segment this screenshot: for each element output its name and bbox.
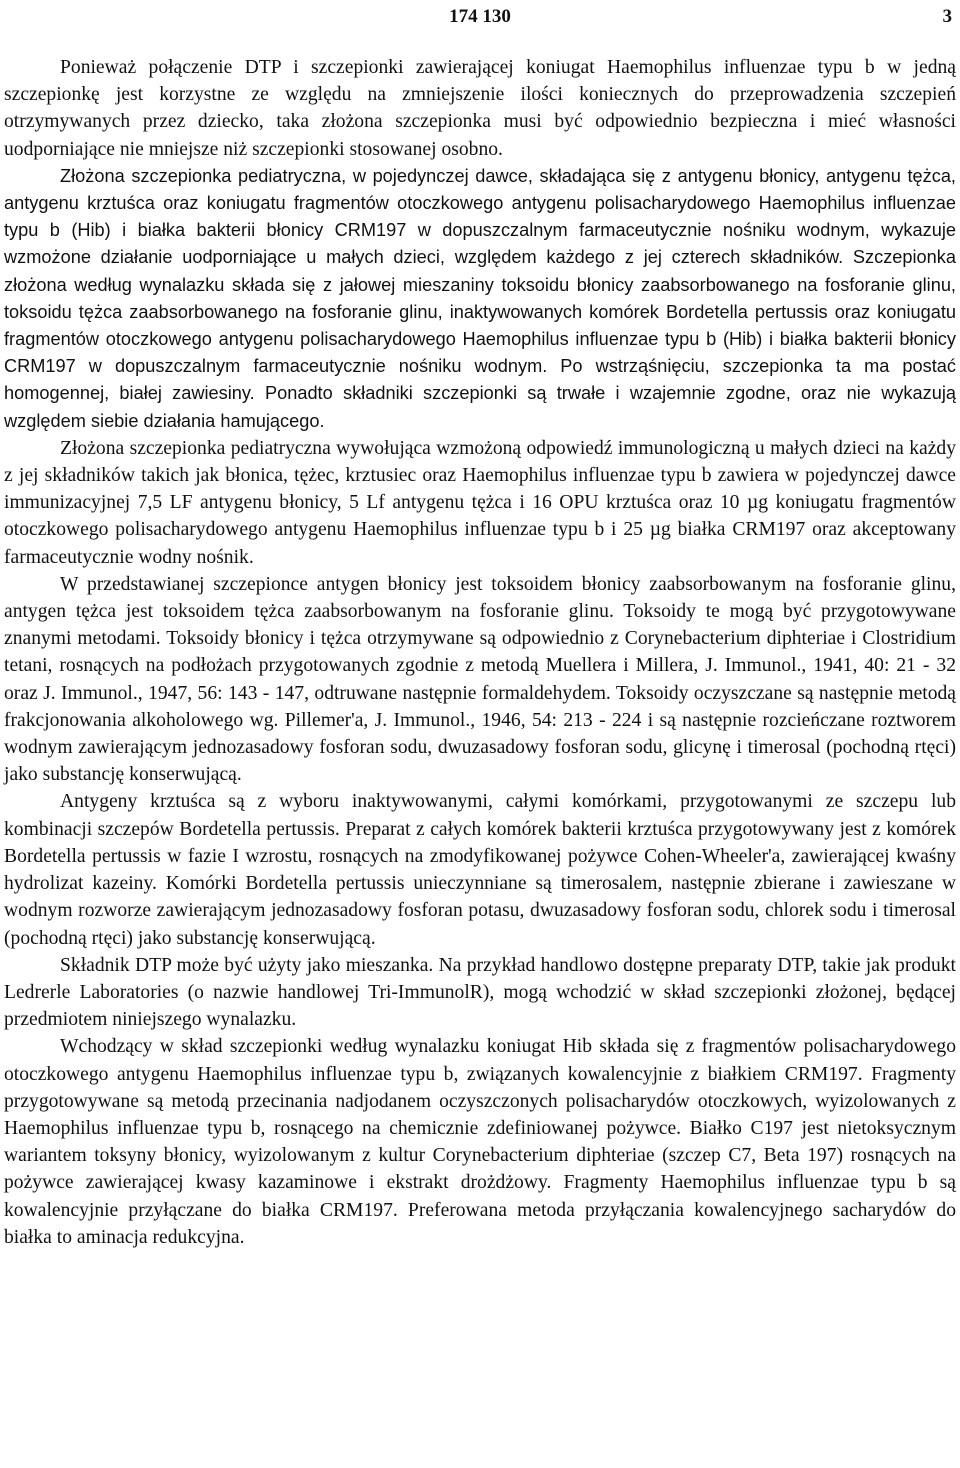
document-body [4,54,956,1251]
paragraph-3: Złożona szczepionka pediatryczna wywołująca wzmożoną odpowiedź immunologiczną u małych dzieci na każdy z jej składników takich jak błonica, tężec, krztusiec oraz Haemophilus influenzae typu b zawiera w pojedynczej dawce immunizacyjnej 7,5 LF antygenu błonicy, 5 Lf antygenu tężca i 16 OPU krztuśca oraz 10 µg koniugatu fragmentów otoczkowego polisacharydowego antygenu Haemophilus influenzae typu b i 25 µg białka CRM197 oraz akceptowany farmaceutycznie wodny nośnik. [4,437,956,568]
patent-number: 174 130 [449,6,511,27]
paragraph-2: Złożona szczepionka pediatryczna, w pojedynczej dawce, składająca się z antygenu błonicy, antygenu tężca, antygenu krztuśca oraz koniugatu fragmentów otoczkowego antygenu polisacharydowego Haemophilus influenzae typu b (Hib) i białka bakterii błonicy CRM197 w dopuszczalnym farmaceutycznie nośniku wodnym, wykazuje wzmożone działanie uodporniające u małych dzieci, względem każdego z jej czterech składników. Szczepionka złożona według wynalazku składa się z jałowej mieszaniny toksoidu błonicy zaabsorbowanego na fosforanie glinu, toksoidu tężca zaabsorbowanego na fosforanie glinu, inaktywowanych komórek Bordetella pertussis oraz koniugatu fragmentów otoczkowego antygenu polisacharydowego Haemophilus influenzae typu b (Hib) i białka bakterii błonicy CRM197 w dopuszczalnym farmaceutycznie nośniku wodnym. Po wstrząśnięciu, szczepionka ta ma postać homogennej, białej zawiesiny. Ponadto składniki szczepionki są trwałe i wzajemnie zgodne, oraz nie wykazują względem siebie działania hamującego. [4,165,956,431]
page-header [0,6,960,30]
page-number: 3 [942,6,952,27]
paragraph-5: Antygeny krztuśca są z wyboru inaktywowanymi, całymi komórkami, przygotowanymi ze szczepu lub kombinacji szczepów Bordetella pertussis. Preparat z całych komórek bakterii krztuśca przygotowywany jest z komórek Bordetella pertussis w fazie I wzrostu, rosnących na zmodyfikowanej pożywce Cohen-Wheeler'a, zawierającej kwaśny hydrolizat kazeiny. Komórki Bordetella pertussis unieczynniane są timerosalem, następnie zbierane i zawieszane w wodnym rozworze zawierającym jednozasadowy fosforan potasu, dwuzasadowy fosforan sodu, chlorek sodu i timerosal (pochodną rtęci) jako substancję konserwującą. [4,791,956,949]
paragraph-1: Ponieważ połączenie DTP i szczepionki zawierającej koniugat Haemophilus influenzae typu b w jedną szczepionkę jest korzystne ze względu na zmniejszenie ilości koniecznych do przeprowadzenia szczepień otrzymywanych przez dziecko, taka złożona szczepionka musi być odpowiednio bezpieczna i mieć własności uodporniające nie mniejsze niż szczepionki stosowanej osobno. [4,57,956,160]
paragraph-6: Składnik DTP może być użyty jako mieszanka. Na przykład handlowo dostępne preparaty DTP, takie jak produkt Ledrerle Laboratories (o nazwie handlowej Tri-ImmunolR), mogą wchodzić w skład szczepionki złożonej, będącej przedmiotem niniejszego wynalazku. [4,954,956,1031]
paragraph-4: W przedstawianej szczepionce antygen błonicy jest toksoidem błonicy zaabsorbowanym na fosforanie glinu, antygen tężca jest toksoidem tężca zaabsorbowanym na fosforanie glinu. Toksoidy te mogą być przygotowywane znanymi metodami. Toksoidy błonicy i tężca otrzymywane są odpowiednio z Corynebacterium diphteriae i Clostridium tetani, rosnących na podłożach przygotowanych zgodnie z metodą Muellera i Millera, J. Immunol., 1941, 40: 21 - 32 oraz J. Immunol., 1947, 56: 143 - 147, odtruwane następnie formaldehydem. Toksoidy oczyszczane są następnie metodą frakcjonowania alkoholowego wg. Pillemer'a, J. Immunol., 1946, 54: 213 - 224 i są następnie rozcieńczane roztworem wodnym zawierającym jednozasadowy fosforan sodu, dwuzasadowy fosforan sodu, glicynę i timerosal (pochodną rtęci) jako substancję konserwującą. [4,573,956,786]
paragraph-7: Wchodzący w skład szczepionki według wynalazku koniugat Hib składa się z fragmentów polisacharydowego otoczkowego antygenu Haemophilus influenzae typu b, związanych kowalencyjnie z białkiem CRM197. Fragmenty przygotowywane są metodą przecinania nadjodanem oczyszczonych polisacharydów otoczkowych, wyizolowanych z Haemophilus influenzae typu b, rosnącego na chemicznie zdefiniowanej pożywce. Białko C197 jest nietoksycznym wariantem toksyny błonicy, wyizolowanym z kultur Corynebacterium diphteriae (szczep C7, Beta 197) rosnących na pożywce zawierającej kwasy kazaminowe i ekstrakt drożdżowy. Fragmenty Haemophilus influenzae typu b są kowalencyjnie przyłączane do białka CRM197. Preferowana metoda przyłączania kowalencyjnego sacharydów do białka to aminacja redukcyjna. [4,1036,956,1248]
